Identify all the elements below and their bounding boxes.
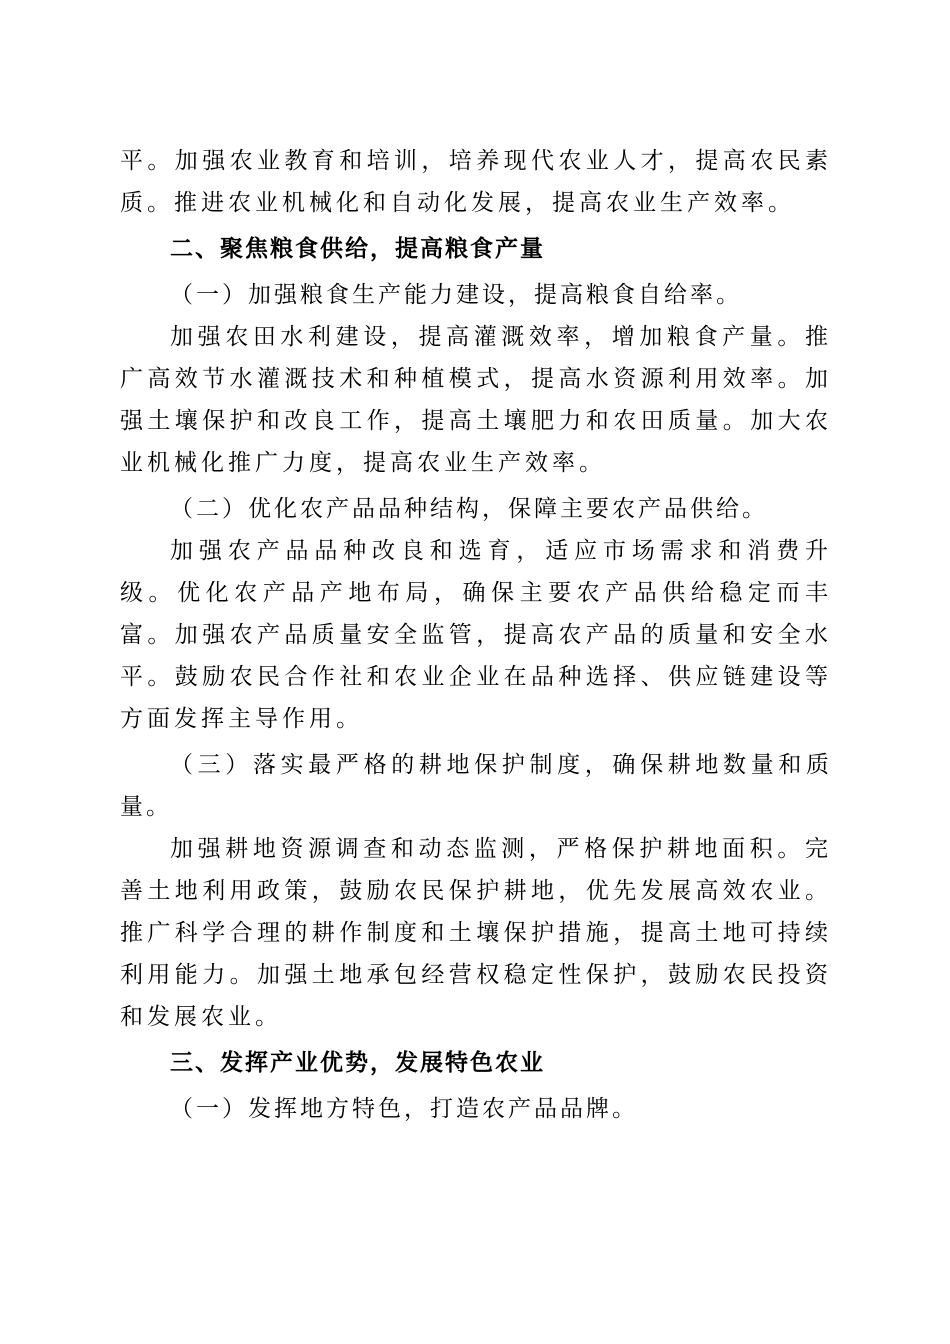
section-heading-3: 三、发挥产业优势，发展特色农业	[170, 1050, 545, 1076]
subsection-heading-3-1: （一）发挥地方特色，打造农产品品牌。	[170, 1096, 638, 1122]
subsection-heading-2-2: （二）优化农产品品种结构，保障主要农产品供给。	[170, 496, 768, 522]
paragraph-2-3: 加强耕地资源调查和动态监测，严格保护耕地面积。完善土地利用政策，鼓励农民保护耕地，优先发展高效农业。推广科学合理的耕作制度和土壤保护措施，提高土地可持续利用能力。加强土地承包经营权稳定性保护，鼓励农民投资和发展农业。	[120, 836, 832, 1030]
section-heading-2: 二、聚焦粮食供给，提高粮食产量	[170, 236, 545, 262]
paragraph-continued: 平。加强农业教育和培训，培养现代农业人才，提高农民素质。推进农业机械化和自动化发展，提高农业生产效率。	[120, 148, 832, 216]
subsection-heading-2-3: （三）落实最严格的耕地保护制度，确保耕地数量和质量。	[120, 752, 832, 820]
paragraph-2-1: 加强农田水利建设，提高灌溉效率，增加粮食产量。推广高效节水灌溉技术和种植模式，提高水资源利用效率。加强土壤保护和改良工作，提高土壤肥力和农田质量。加大农业机械化推广力度，提高农业生产效率。	[120, 324, 832, 476]
document-body	[120, 140, 832, 1130]
subsection-heading-2-1: （一）加强粮食生产能力建设，提高粮食自给率。	[170, 282, 742, 308]
paragraph-2-2: 加强农产品品种改良和选育，适应市场需求和消费升级。优化农产品产地布局，确保主要农产品供给稳定而丰富。加强农产品质量安全监管，提高农产品的质量和安全水平。鼓励农民合作社和农业企业在品种选择、供应链建设等方面发挥主导作用。	[120, 538, 832, 732]
